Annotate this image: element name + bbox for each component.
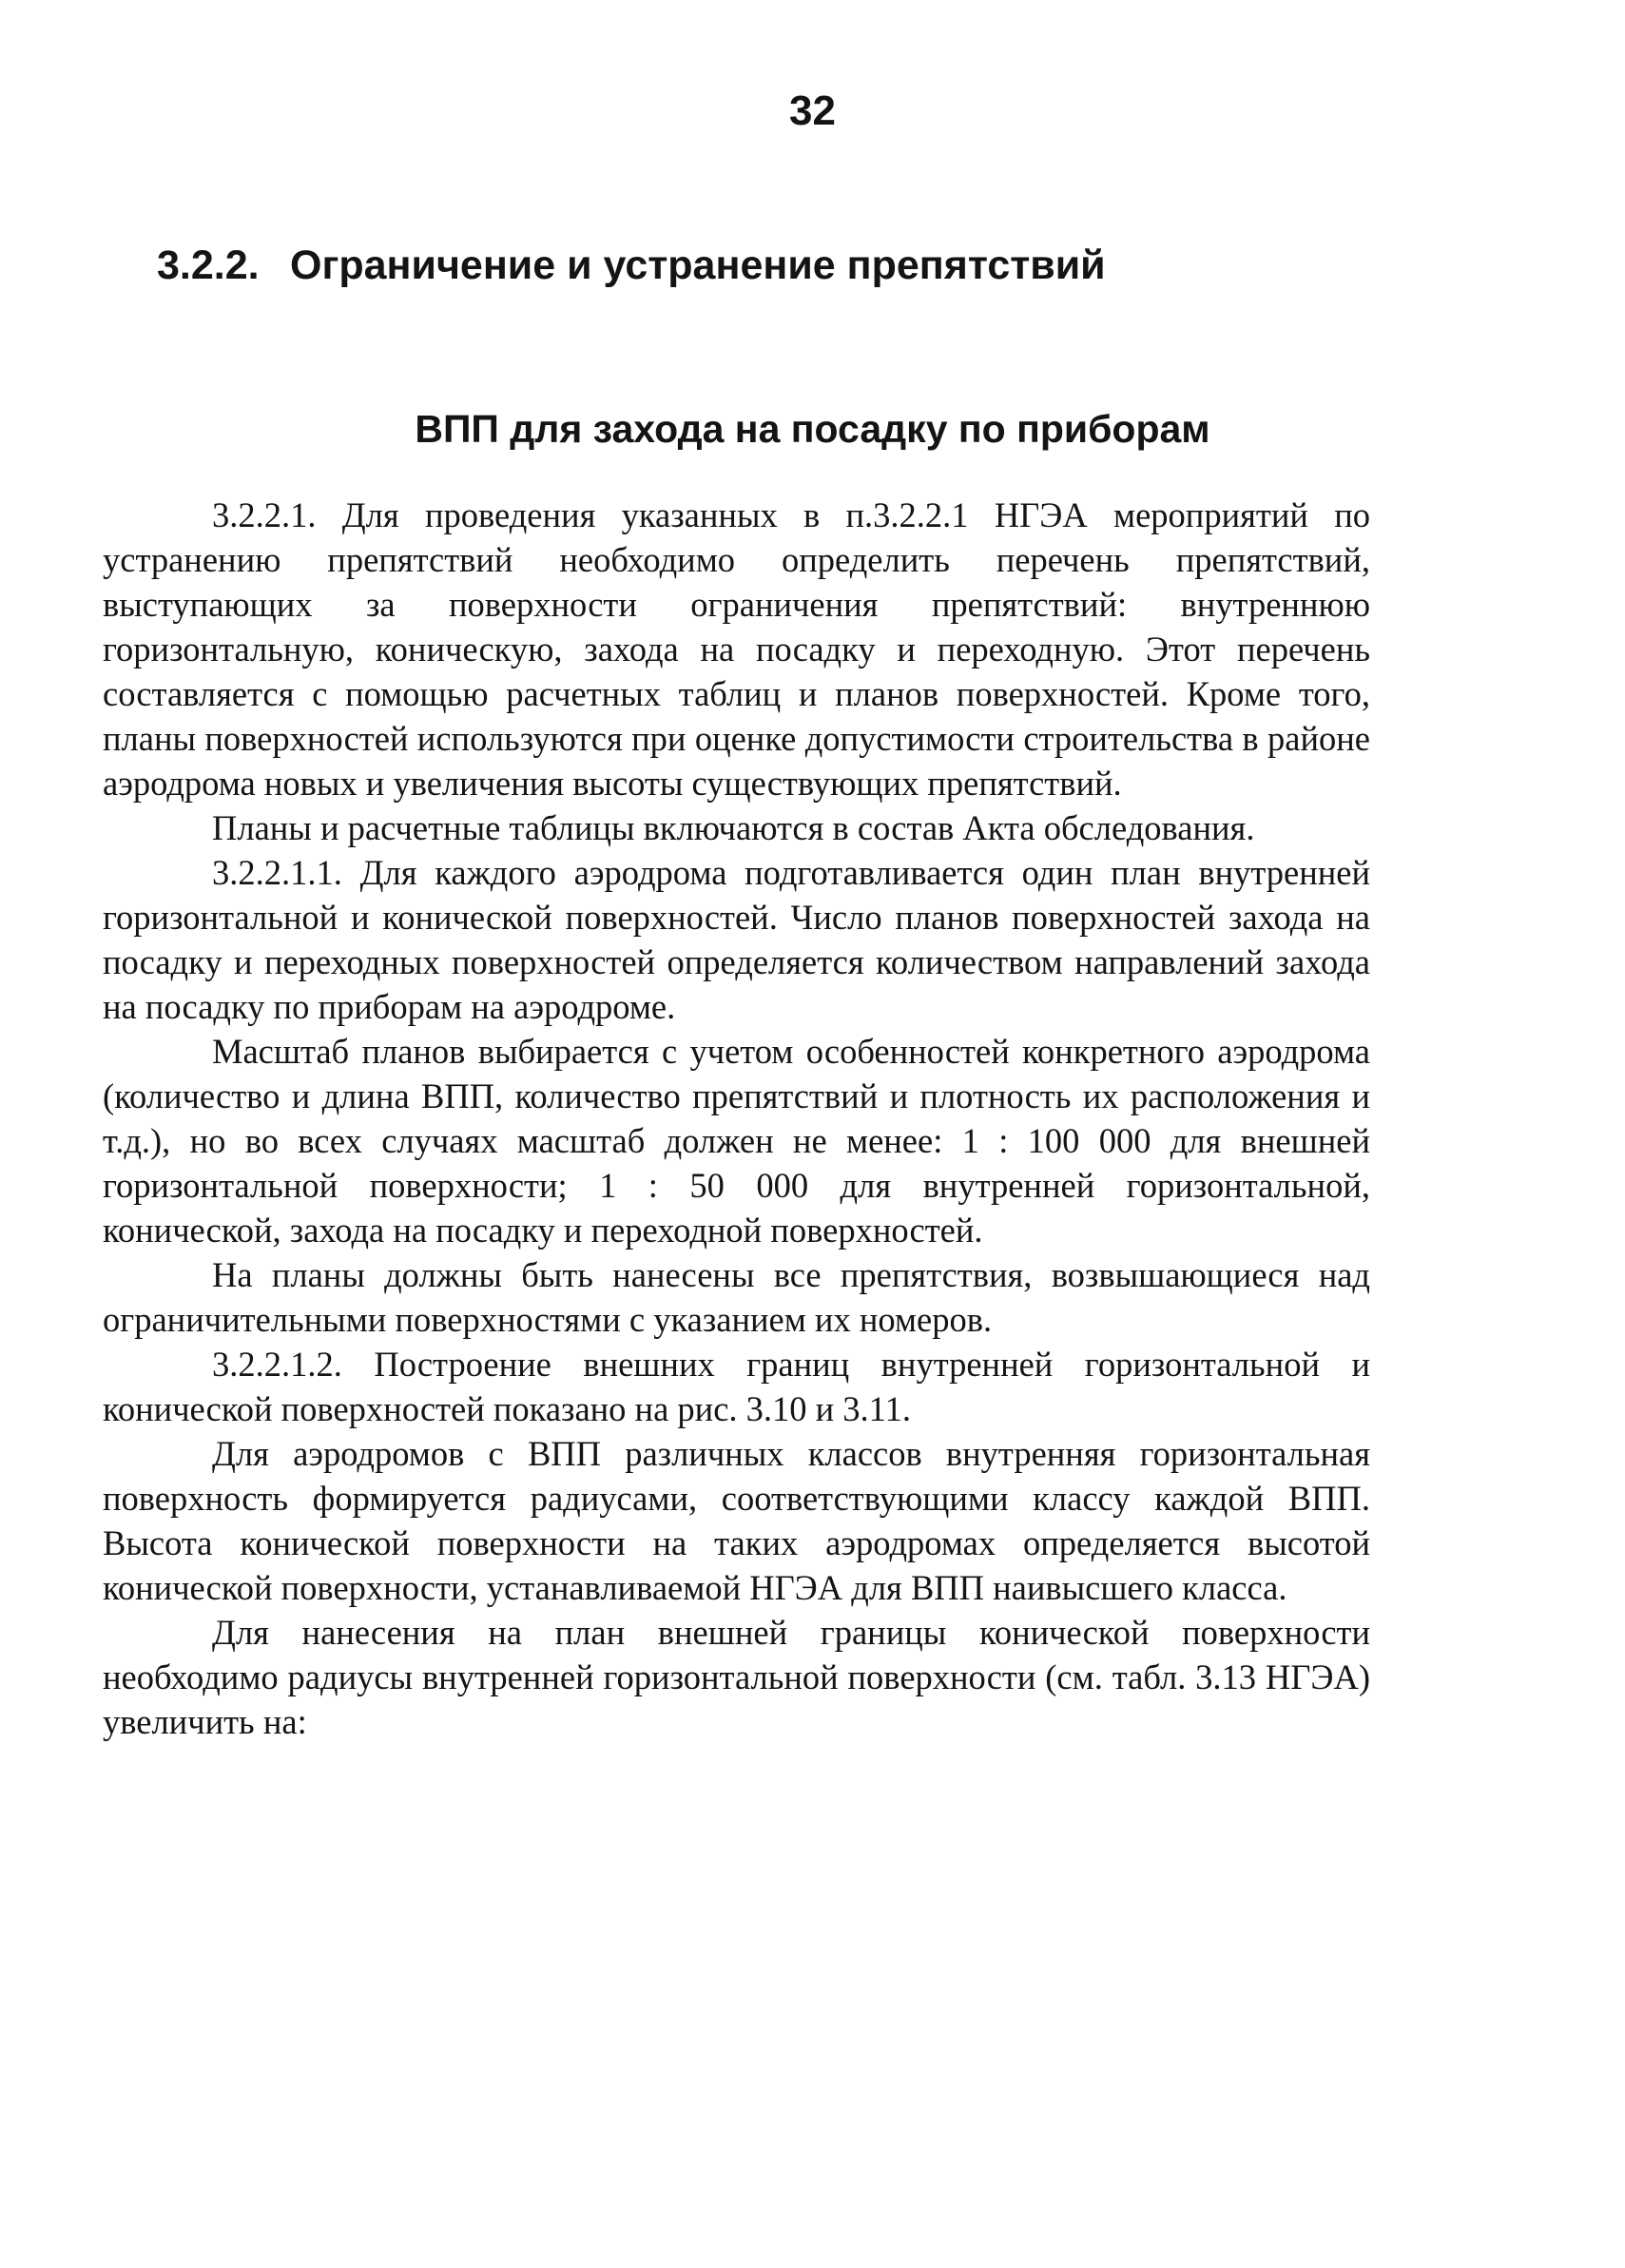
section-heading xyxy=(157,242,1106,289)
page-number: 32 xyxy=(789,87,836,134)
body-text xyxy=(103,493,1370,1744)
subsection-heading: ВПП для захода на посадку по приборам xyxy=(415,407,1210,451)
paragraph-conical-boundary: Для нанесения на план внешней границы конической поверхности необходимо радиусы внутренней горизонтальной поверхности (см. табл. 3.13 НГЭА) увеличить на: xyxy=(103,1613,1370,1741)
paragraph-3-2-2-1-1: 3.2.2.1.1. Для каждого аэродрома подготавливается один план внутренней горизонтальной и конической поверхностей. Число планов поверхностей захода на посадку и переходных поверхностей определяется количеством направлений захода на посадку по приборам на аэродроме. xyxy=(103,853,1370,1026)
paragraph-3-2-2-1-2: 3.2.2.1.2. Построение внешних границ внутренней горизонтальной и конической поверхностей показано на рис. 3.10 и 3.11. xyxy=(103,1345,1370,1428)
section-number: 3.2.2. xyxy=(157,242,260,288)
paragraph-obstacles-on-plans: На планы должны быть нанесены все препятствия, возвышающиеся над ограничительными поверхностями с указанием их номеров. xyxy=(103,1255,1370,1339)
paragraph-runway-classes: Для аэродромов с ВПП различных классов внутренняя горизонтальная поверхность формируется радиусами, соответствующими классу каждой ВПП. Высота конической поверхности на таких аэродромах определяется высотой конической поверхности, устанавливаемой НГЭА для ВПП наивысшего класса. xyxy=(103,1434,1370,1607)
section-title: Ограничение и устранение препятствий xyxy=(290,242,1106,288)
paragraph-plans-tables: Планы и расчетные таблицы включаются в состав Акта обследования. xyxy=(212,808,1255,847)
paragraph-3-2-2-1: 3.2.2.1. Для проведения указанных в п.3.2.2.1 НГЭА мероприятий по устранению препятствий необходимо определить перечень препятствий, выступающих за поверхности ограничения препятствий: внутреннюю горизонтальную, коническую, захода на посадку и переходную. Этот перечень составляется с помощью расчетных таблиц и планов поверхностей. Кроме того, планы поверхностей используются при оценке допустимости строительства в районе аэродрома новых и увеличения высоты существующих препятствий. xyxy=(103,495,1370,803)
paragraph-scale: Масштаб планов выбирается с учетом особенностей конкретного аэродрома (количество и длина ВПП, количество препятствий и плотность их расположения и т.д.), но во всех случаях масштаб должен не менее: 1 : 100 000 для внешней горизонтальной поверхности; 1 : 50 000 для внутренней горизонтальной, конической, захода на посадку и переходной поверхностей. xyxy=(103,1032,1370,1250)
